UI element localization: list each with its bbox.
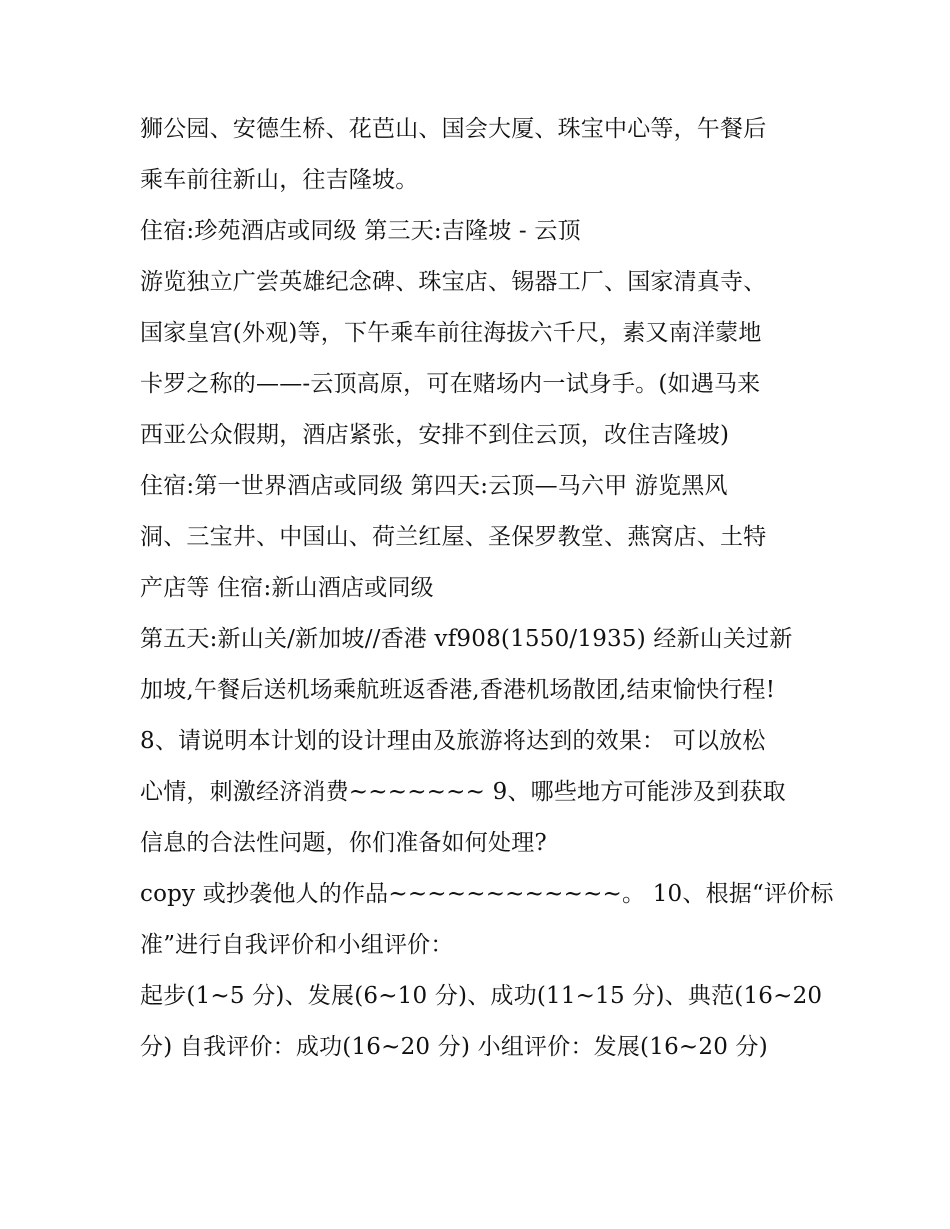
- text-line: 心情，刺激经济消费~~~~~~~ 9、哪些地方可能涉及到获取: [140, 779, 786, 805]
- text-line: 加坡,午餐后送机场乘航班返香港,香港机场散团,结束愉快行程!: [140, 677, 776, 703]
- text-line: 住宿:珍苑酒店或同级 第三天:吉隆坡 - 云顶: [140, 218, 581, 244]
- text-line: 分) 自我评价：成功(16~20 分) 小组评价：发展(16~20 分): [140, 1034, 768, 1060]
- document-text-block: [140, 104, 834, 1073]
- text-line: 乘车前往新山，往吉隆坡。: [140, 167, 419, 193]
- text-line: 信息的合法性问题，你们准备如何处理?: [140, 830, 547, 856]
- text-line: 准”进行自我评价和小组评价：: [140, 932, 454, 958]
- text-line: 住宿:第一世界酒店或同级 第四天:云顶—马六甲 游览黑风: [140, 473, 728, 499]
- text-line: copy 或抄袭他人的作品~~~~~~~~~~~~。 10、根据“评价标: [140, 881, 834, 907]
- text-line: 起步(1~5 分)、发展(6~10 分)、成功(11~15 分)、典范(16~20: [140, 983, 823, 1009]
- text-line: 8、请说明本计划的设计理由及旅游将达到的效果： 可以放松: [140, 728, 766, 754]
- text-line: 洞、三宝井、中国山、荷兰红屋、圣保罗教堂、燕窝店、土特: [140, 524, 767, 550]
- text-line: 西亚公众假期，酒店紧张，安排不到住云顶，改住吉隆坡): [140, 422, 730, 448]
- text-line: 卡罗之称的——-云顶高原，可在赌场内一试身手。(如遇马来: [140, 371, 761, 397]
- text-line: 游览独立广尝英雄纪念碑、珠宝店、锡器工厂、国家清真寺、: [140, 269, 767, 295]
- text-line: 狮公园、安德生桥、花芭山、国会大厦、珠宝中心等，午餐后: [140, 116, 767, 142]
- text-line: 第五天:新山关/新加坡//香港 vf908(1550/1935) 经新山关过新: [140, 626, 793, 652]
- text-line: 产店等 住宿:新山酒店或同级: [140, 575, 434, 601]
- text-line: 国家皇宫(外观)等，下午乘车前往海拔六千尺，素又南洋蒙地: [140, 320, 762, 346]
